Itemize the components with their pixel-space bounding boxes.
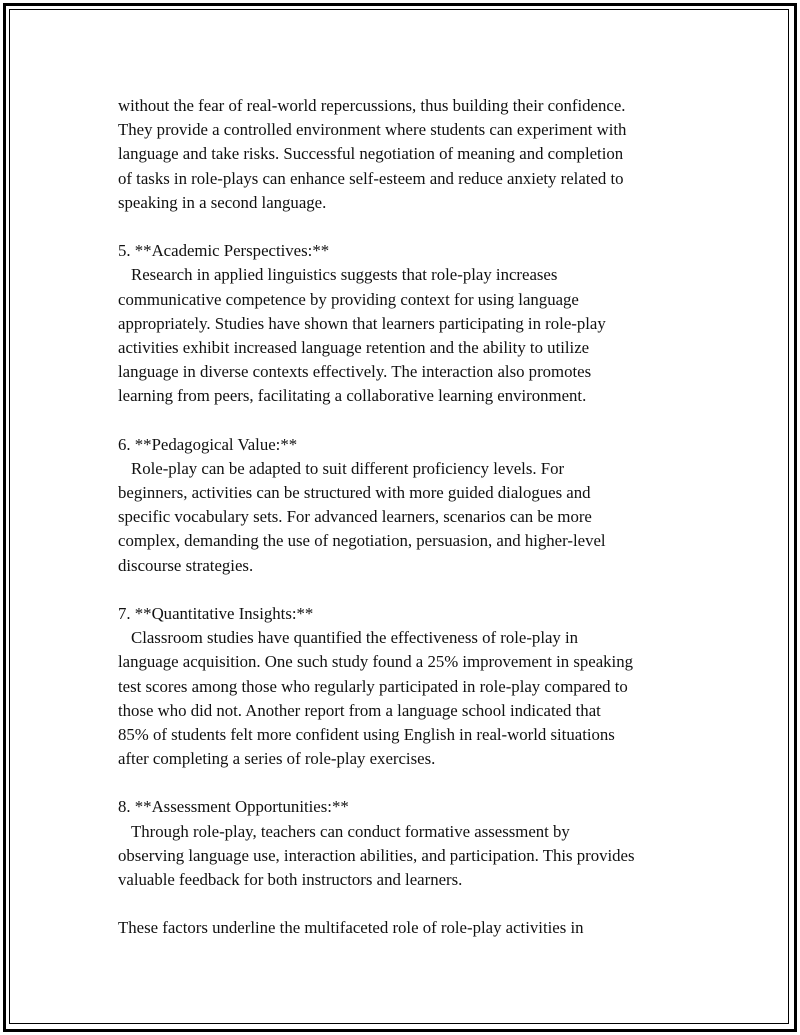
paragraph-gap — [118, 892, 718, 916]
text-line: of tasks in role-plays can enhance self-esteem and reduce anxiety related to — [118, 168, 624, 188]
intro-paragraph — [118, 94, 718, 215]
text-line: 85% of students felt more confident using English in real-world situations — [118, 724, 615, 744]
text-line: language in diverse contexts effectively. The interaction also promotes — [118, 362, 592, 382]
document-body — [118, 94, 718, 941]
text-line: test scores among those who regularly participated in role-play compared to — [118, 676, 628, 696]
text-line: activities exhibit increased language retention and the ability to utilize — [118, 337, 590, 357]
section-heading: 8. **Assessment Opportunities:** — [118, 797, 349, 817]
section-quantitative-insights — [118, 602, 718, 771]
text-line: without the fear of real-world repercussions, thus building their confidence. — [118, 96, 626, 115]
text-line: observing language use, interaction abilities, and participation. This provides — [118, 845, 635, 865]
section-academic-perspectives — [118, 239, 718, 408]
text-line: specific vocabulary sets. For advanced learners, scenarios can be more — [118, 507, 592, 527]
text-line: valuable feedback for both instructors and learners. — [118, 870, 463, 889]
text-line: Research in applied linguistics suggests that role-play increases — [131, 265, 558, 285]
text-line: complex, demanding the use of negotiation, persuasion, and higher-level — [118, 531, 606, 551]
text-line: after completing a series of role-play exercises. — [118, 749, 436, 769]
paragraph-gap — [118, 578, 718, 602]
text-line: learning from peers, facilitating a collaborative learning environment. — [118, 386, 587, 406]
paragraph-gap — [118, 771, 718, 795]
text-line: beginners, activities can be structured with more guided dialogues and — [118, 483, 591, 502]
text-line: They provide a controlled environment where students can experiment with — [118, 120, 627, 140]
text-line: Through role-play, teachers can conduct formative assessment by — [131, 821, 570, 841]
text-line: appropriately. Studies have shown that learners participating in role-play — [118, 313, 606, 333]
text-line: language acquisition. One such study found a 25% improvement in speaking — [118, 652, 633, 672]
section-pedagogical-value — [118, 433, 718, 578]
section-heading: 6. **Pedagogical Value:** — [118, 434, 298, 454]
text-line: discourse strategies. — [118, 555, 254, 575]
text-line: speaking in a second language. — [118, 192, 327, 212]
text-line: those who did not. Another report from a language school indicated that — [118, 700, 601, 720]
paragraph-gap — [118, 215, 718, 239]
text-line: language and take risks. Successful negotiation of meaning and completion — [118, 144, 624, 164]
section-heading: 7. **Quantitative Insights:** — [118, 603, 314, 623]
closing-line: These factors underline the multifaceted role of role-play activities in — [118, 918, 584, 938]
section-heading: 5. **Academic Perspectives:** — [118, 241, 330, 261]
text-line: Role-play can be adapted to suit different proficiency levels. For — [131, 458, 565, 478]
section-assessment-opportunities — [118, 795, 718, 892]
paragraph-gap — [118, 408, 718, 432]
text-line: communicative competence by providing context for using language — [118, 289, 579, 309]
text-line: Classroom studies have quantified the effectiveness of role-play in — [131, 628, 579, 648]
